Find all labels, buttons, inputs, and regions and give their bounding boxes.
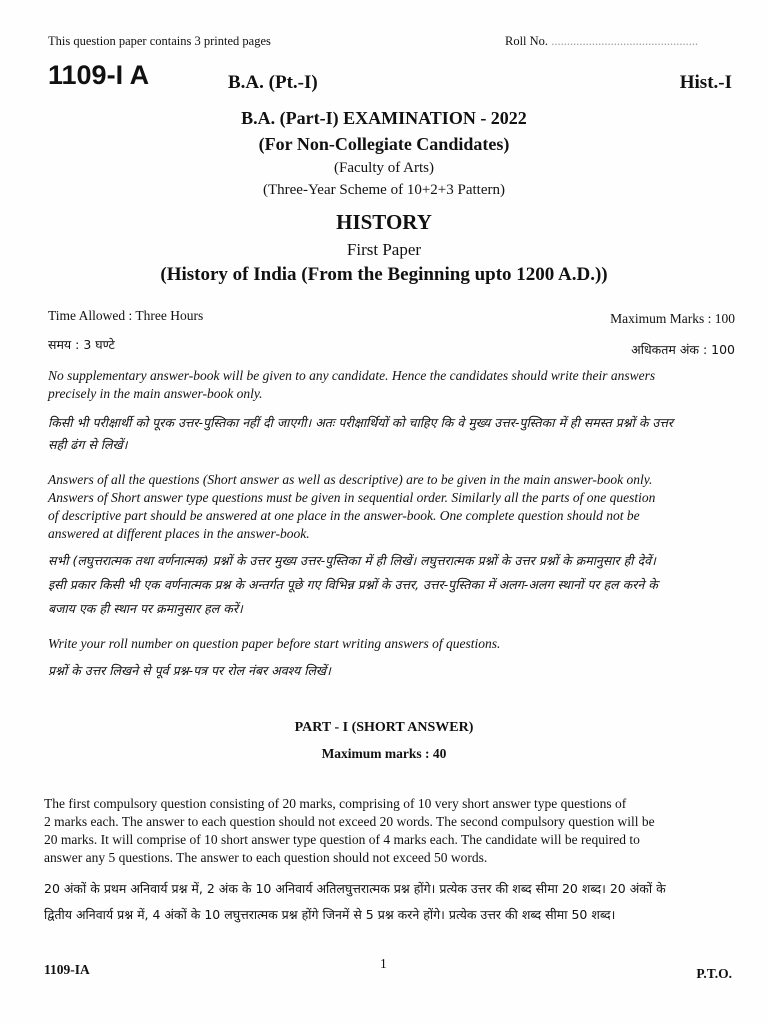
instruction-2-en-line-2: Answers of Short answer type questions must be given in sequential order. Similarly all the parts of one question (48, 490, 656, 505)
instruction-2-en-line-4: answered at different places in the answer-book. (48, 526, 310, 541)
page-count-note: This question paper contains 3 printed pages (48, 34, 271, 48)
page-number: 1 (380, 956, 387, 971)
instruction-1-en-line-2: precisely in the main answer-book only. (48, 386, 263, 401)
faculty-label: (Faculty of Arts) (334, 160, 434, 176)
part-instructions-hi-line-1: 20 अंकों के प्रथम अनिवार्य प्रश्न में, 2 अंक के 10 अनिवार्य अतिलघुत्तरात्मक प्रश्न होंगे। प्रत्येक उत्तर की शब्द सीमा 20 शब्द। 20 अंकों के (44, 881, 666, 896)
instruction-1-hi-line-1: किसी भी परीक्षार्थी को पूरक उत्तर-पुस्तिका नहीं दी जाएगी। अतः परीक्षार्थियों को चाहिए कि वे मुख्य उत्तर-पुस्तिका में ही समस्त प्रश्नों के उत्तर (48, 415, 674, 430)
part-title: PART - I (SHORT ANSWER) (294, 720, 474, 735)
time-allowed-hi: समय : 3 घण्टे (48, 337, 115, 352)
time-allowed-en: Time Allowed : Three Hours (48, 308, 204, 323)
subject-code: Hist.-I (679, 72, 732, 93)
scheme-label: (Three-Year Scheme of 10+2+3 Pattern) (263, 182, 505, 198)
part-instructions-en-line-2: 2 marks each. The answer to each question should not exceed 20 words. The second compulsory question will be (44, 814, 655, 829)
instruction-2-hi-line-3: बजाय एक ही स्थान पर क्रमानुसार हल करें। (48, 601, 243, 616)
paper-number: First Paper (346, 240, 422, 259)
instruction-1-hi-line-2: सही ढंग से लिखें। (48, 437, 128, 452)
instruction-2-hi-line-2: इसी प्रकार किसी भी एक वर्णनात्मक प्रश्न के अन्तर्गत पूछे गए विभिन्न प्रश्नों के उत्तर, उत्तर-पुस्तिका में अलग-अलग स्थानों पर हल करने के (48, 577, 658, 592)
exam-title: B.A. (Part-I) EXAMINATION - 2022 (241, 108, 527, 128)
instruction-3-en: Write your roll number on question paper before start writing answers of questions. (48, 636, 501, 651)
instruction-2-en-line-3: of descriptive part should be answered at one place in the answer-book. One complete question should not be (48, 508, 640, 523)
part-instructions-en-line-1: The first compulsory question consisting of 20 marks, comprising of 10 very short answer type questions of (44, 796, 627, 811)
roll-label: Roll No. (505, 34, 549, 48)
footer-paper-code: 1109-IA (44, 962, 90, 977)
part-instructions-hi-line-2: द्वितीय अनिवार्य प्रश्न में, 4 अंकों के 10 लघुत्तरात्मक प्रश्न होंगे जिनमें से 5 प्रश्न करने होंगे। प्रत्येक उत्तर की शब्द सीमा 50 शब्द। (44, 907, 616, 922)
part-instructions-en-line-4: answer any 5 questions. The answer to each question should not exceed 50 words. (44, 850, 488, 865)
subject-title: HISTORY (336, 210, 432, 234)
instruction-2-hi-line-1: सभी (लघुत्तरात्मक तथा वर्णनात्मक) प्रश्नों के उत्तर मुख्य उत्तर-पुस्तिका में ही लिखें। लघुत्तरात्मक प्रश्नों के उत्तर प्रश्नों के क्रमानुसार ही देवें। (48, 553, 656, 568)
candidates-label: (For Non-Collegiate Candidates) (258, 134, 510, 154)
instruction-3-hi: प्रश्नों के उत्तर लिखने से पूर्व प्रश्न-पत्र पर रोल नंबर अवश्य लिखें। (48, 663, 331, 678)
roll-number-field (505, 34, 698, 49)
paper-code: 1109-I A (48, 60, 150, 90)
please-turn-over: P.T.O. (696, 966, 732, 981)
instruction-1-en-line-1: No supplementary answer-book will be given to any candidate. Hence the candidates should write their answers (48, 368, 656, 383)
instruction-2-en-line-1: Answers of all the questions (Short answer as well as descriptive) are to be given in the main answer-book only. (48, 472, 653, 487)
paper-title: (History of India (From the Beginning upto 1200 A.D.)) (160, 264, 608, 285)
max-marks-hi: अधिकतम अंक : 100 (631, 342, 735, 357)
part-max-marks: Maximum marks : 40 (321, 746, 447, 761)
part-instructions-en-line-3: 20 marks. It will comprise of 10 short answer type question of 4 marks each. The candidate will be required to (44, 832, 640, 847)
max-marks-en: Maximum Marks : 100 (610, 311, 735, 326)
course-label: B.A. (Pt.-I) (228, 72, 318, 93)
roll-dots: ............................................... (551, 34, 699, 48)
